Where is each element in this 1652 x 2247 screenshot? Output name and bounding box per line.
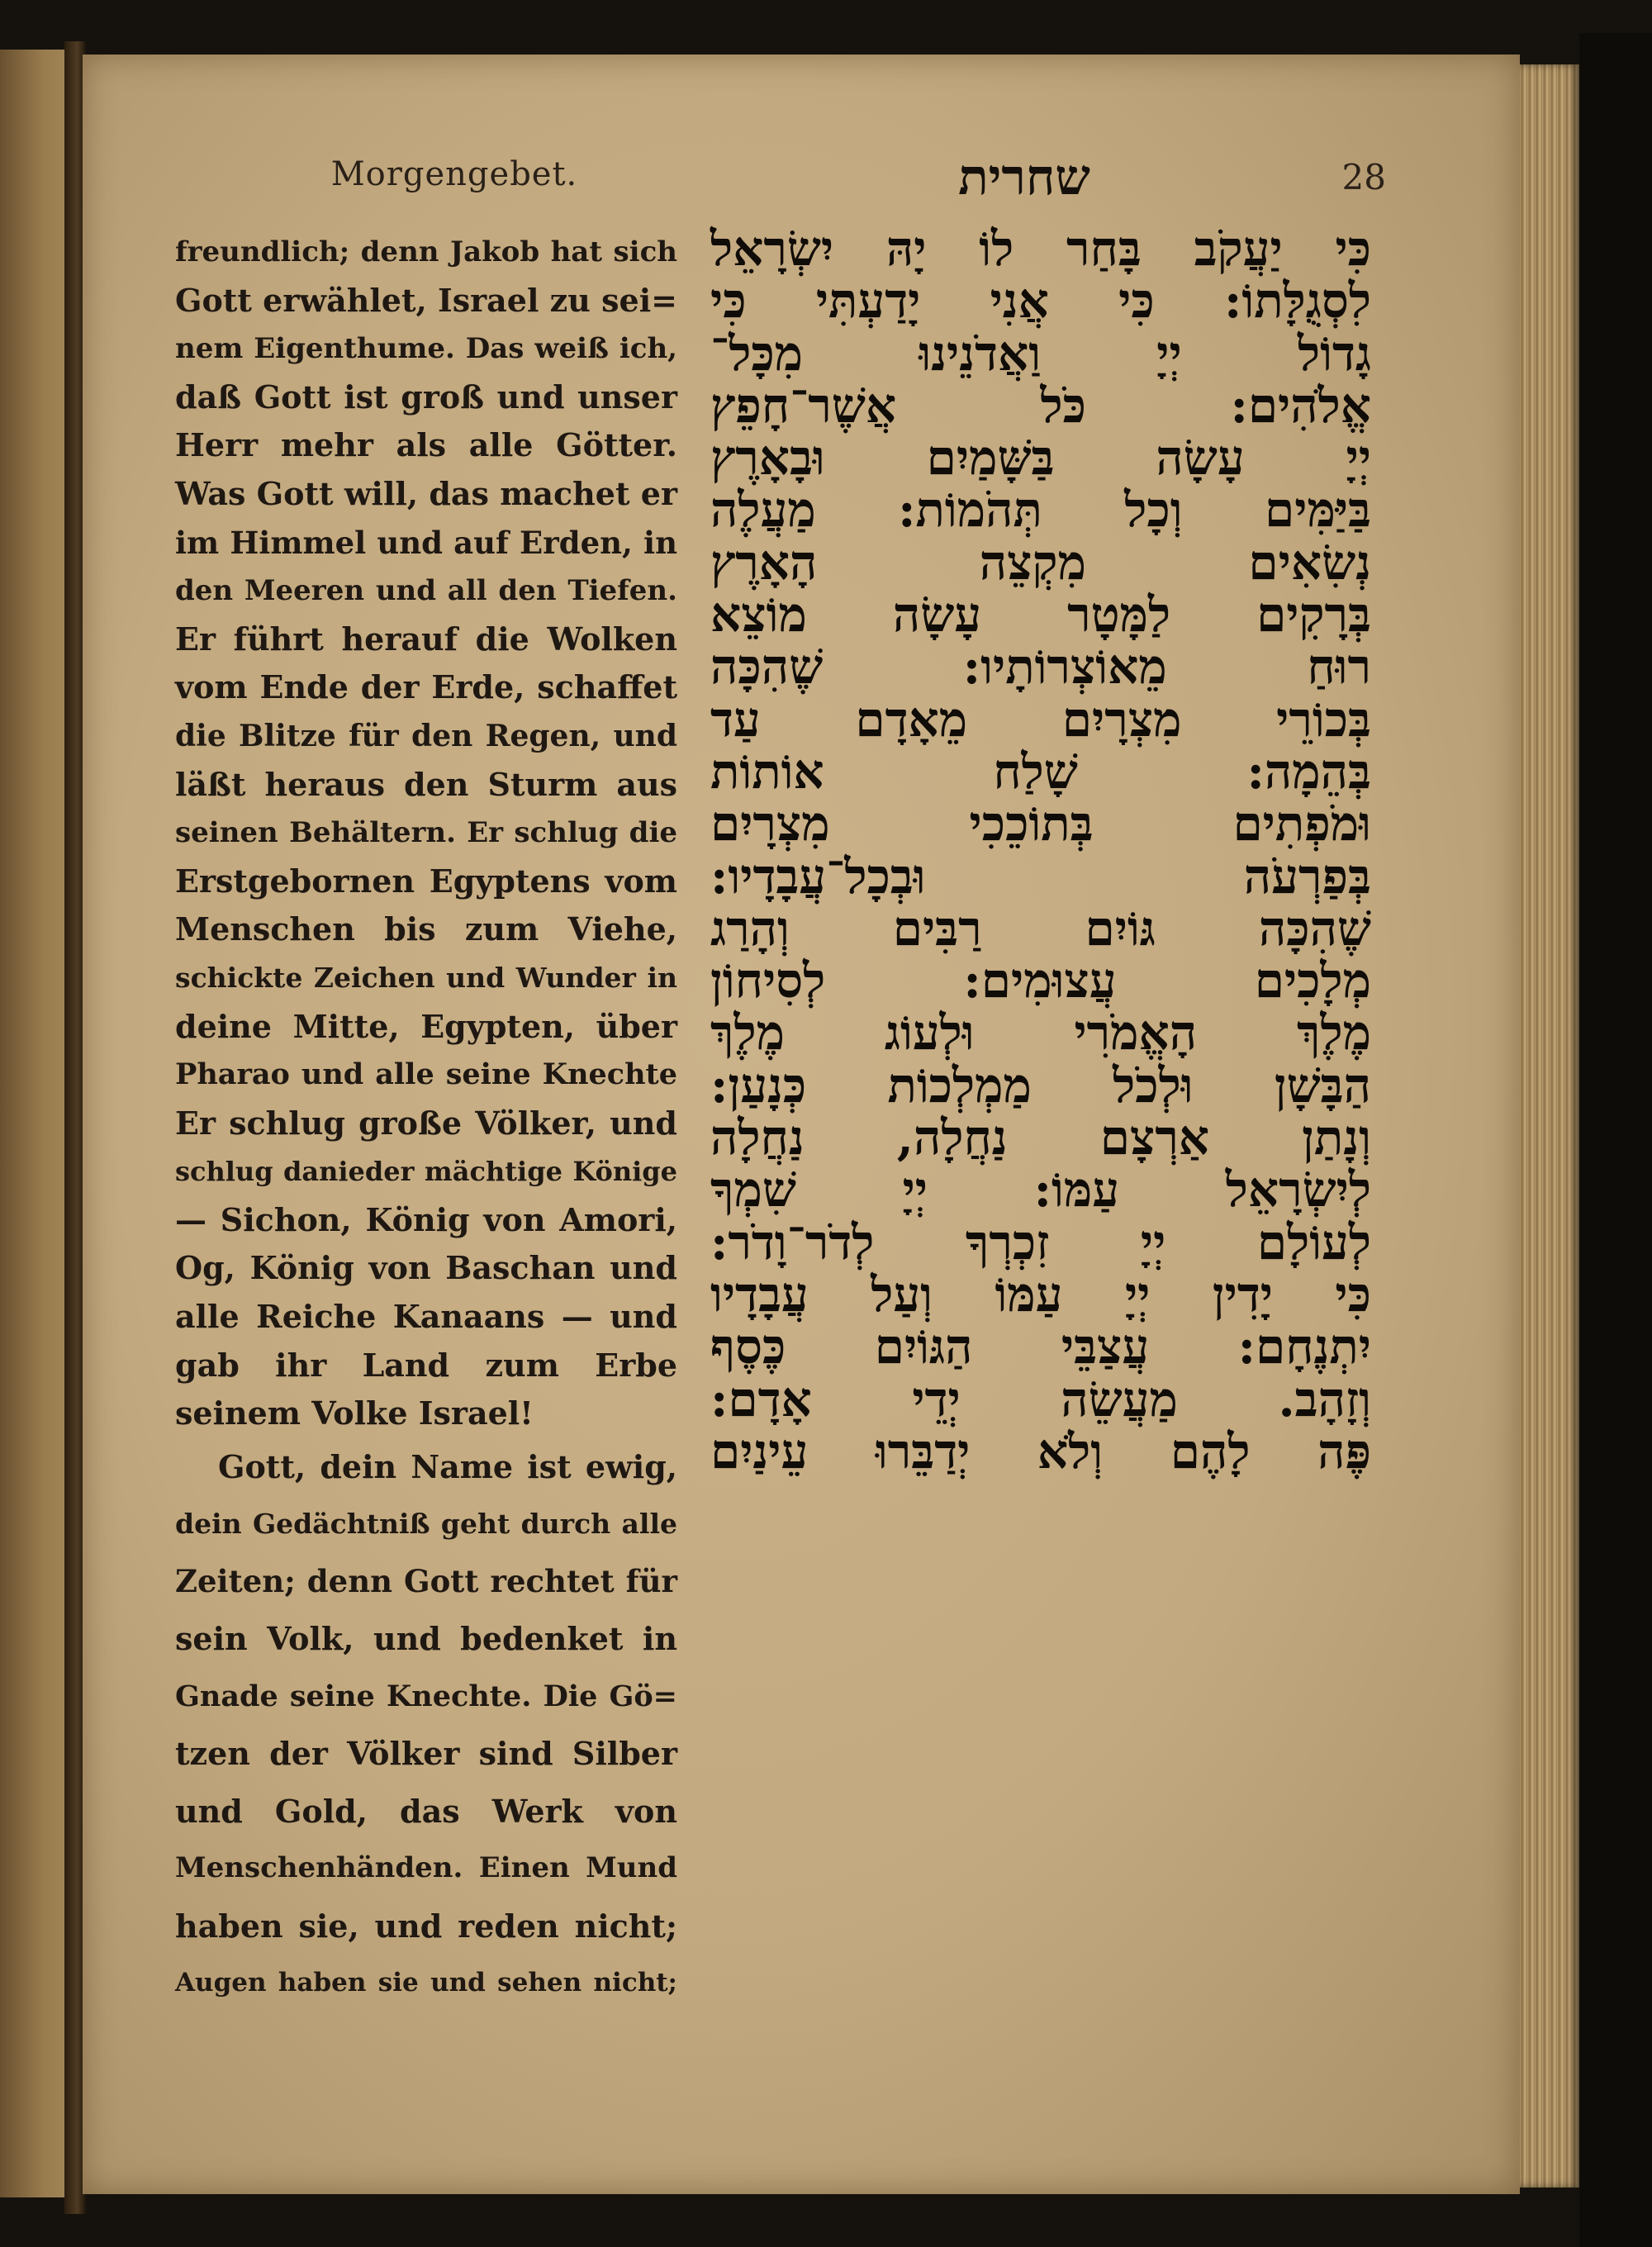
- german-line: Er schlug große Völker, und: [175, 1104, 677, 1142]
- german-line: sein Volk, und bedenket in: [175, 1620, 677, 1658]
- hebrew-line: שֶׁהִכָּה גּוֹיִם רַבִּים וְהָרַג: [710, 900, 1371, 957]
- hebrew-line: יְיָ עָשָׂה בַּשָּׁמַיִם וּבָאָרֶץ: [710, 430, 1371, 487]
- german-line: Menschenhänden. Einen Mund: [175, 1851, 677, 1885]
- hebrew-line: רוּחַ מֵאוֹצְרוֹתָיו: שֶׁהִכָּה: [710, 639, 1371, 696]
- german-line: läßt heraus den Sturm aus: [175, 765, 677, 803]
- german-line: haben sie, und reden nicht;: [175, 1907, 677, 1945]
- german-line: tzen der Völker sind Silber: [175, 1735, 677, 1773]
- hebrew-text-column: [710, 223, 1371, 1478]
- page-edges: [1520, 64, 1579, 2188]
- hebrew-line: בְּכוֹרֵי מִצְרָיִם מֵאָדָם עַד: [710, 691, 1371, 748]
- german-line: Menschen bis zum Viehe,: [175, 910, 677, 948]
- german-line: im Himmel und auf Erden, in: [175, 524, 677, 561]
- german-line: Og, König von Baschan und: [175, 1249, 677, 1287]
- german-line: Herr mehr als alle Götter.: [175, 426, 677, 464]
- hebrew-line: וּמֹפְתִים בְּתוֹכֵכִי מִצְרָיִם: [710, 796, 1371, 853]
- hebrew-line: פֶּה לָהֶם וְלֹא יְדַבֵּרוּ עֵינַיִם: [710, 1423, 1371, 1480]
- german-line: schlug danieder mächtige Könige: [175, 1156, 677, 1188]
- german-line: freundlich; denn Jakob hat sich: [175, 235, 677, 268]
- german-line: — Sichon, König von Amori,: [175, 1200, 677, 1238]
- left-page-edge: [0, 50, 74, 2197]
- hebrew-line: לִסְגֻלָּתוֹ: כִּי אֲנִי יָדַעְתִּי כִּי: [710, 273, 1371, 330]
- german-line: daß Gott ist groß und unser: [175, 378, 677, 416]
- german-line: Erstgebornen Egyptens vom: [175, 862, 677, 900]
- hebrew-line: כִּי יָדִין יְיָ עַמּוֹ וְעַל עֲבָדָיו: [710, 1266, 1371, 1323]
- hebrew-line: הַבָּשָׁן וּלְכֹל מַמְלְכוֹת כְּנָעַן:: [710, 1057, 1371, 1114]
- hebrew-line: יִתְנֶחָם: עֲצַבֵּי הַגּוֹיִם כֶּסֶף: [710, 1318, 1371, 1375]
- hebrew-line: בַּיַּמִּים וְכָל תְּהֹמוֹת: מַעֲלֶה: [710, 482, 1371, 539]
- german-line: die Blitze für den Regen, und: [175, 718, 677, 753]
- german-line: Er führt herauf die Wolken: [175, 620, 677, 658]
- hebrew-line: נְשִׂאִים מִקְצֵה הָאָרֶץ: [710, 534, 1371, 591]
- hebrew-line: וְנָתַן אַרְצָם נַחֲלָה, נַחֲלָה: [710, 1109, 1371, 1166]
- german-line: seinem Volke Israel!: [175, 1394, 534, 1432]
- german-line: und Gold, das Werk von: [175, 1792, 677, 1830]
- german-line: nem Eigenthume. Das weiß ich,: [175, 332, 677, 366]
- hebrew-line: בְּרָקִים לַמָּטָר עָשָׂה מוֹצֵא: [710, 587, 1371, 644]
- german-line: Gott erwählet, Israel zu sei=: [175, 281, 677, 319]
- hebrew-line: וְזָהָב. מַעֲשֵׂה יְדֵי אָדָם:: [710, 1371, 1371, 1428]
- book-cover-edge: [1579, 33, 1652, 2247]
- hebrew-line: בְּפַרְעֹה וּבְכָל־עֲבָדָיו:: [710, 848, 1371, 905]
- german-line: seinen Behältern. Er schlug die: [175, 816, 677, 850]
- german-line: schickte Zeichen und Wunder in: [175, 961, 677, 994]
- hebrew-line: מְלָכִים עֲצוּמִים: לְסִיחוֹן: [710, 952, 1371, 1009]
- german-line: Gott, dein Name ist ewig,: [218, 1447, 677, 1485]
- hebrew-line: בְּהֵמָה: שָׁלַח אוֹתוֹת: [710, 743, 1371, 800]
- german-line: den Meeren und all den Tiefen.: [175, 574, 677, 608]
- german-line: Pharao und alle seine Knechte: [175, 1057, 677, 1092]
- german-line: dein Gedächtniß geht durch alle: [175, 1508, 677, 1541]
- german-line: deine Mitte, Egypten, über: [175, 1007, 677, 1045]
- german-line: alle Reiche Kanaans — und: [175, 1298, 677, 1336]
- hebrew-line: אֱלֹהִים: כֹּל אֲשֶׁר־חָפֵץ: [710, 377, 1371, 434]
- hebrew-line: גָדוֹל יְיָ וַאֲדֹנֵינוּ מִכָּל־: [710, 325, 1371, 382]
- hebrew-line: לְיִשְׂרָאֵל עַמּוֹ: יְיָ שִׁמְךָ: [710, 1162, 1371, 1219]
- hebrew-line: מֶלֶךְ הָאֱמֹרִי וּלְעוֹג מֶלֶךְ: [710, 1005, 1371, 1062]
- german-line: gab ihr Land zum Erbe: [175, 1346, 677, 1384]
- hebrew-line: לְעוֹלָם יְיָ זִכְרְךָ לְדֹר־וָדֹר:: [710, 1214, 1371, 1271]
- german-line: Zeiten; denn Gott rechtet für: [175, 1562, 677, 1599]
- german-line: Was Gott will, das machet er: [175, 474, 677, 512]
- german-line: Augen haben sie und sehen nicht;: [175, 1968, 677, 1998]
- german-translation-column: [175, 228, 677, 2012]
- german-line: Gnade seine Knechte. Die Gö=: [175, 1679, 677, 1713]
- german-running-head: Morgengebet.: [330, 155, 578, 193]
- hebrew-line: כִּי יַעֲקֹב בָּחַר לוֹ יָהּ יִשְׂרָאֵל: [710, 221, 1371, 277]
- hebrew-running-head: שחרית: [958, 149, 1090, 207]
- german-line: vom Ende der Erde, schaffet: [175, 668, 677, 706]
- page-number: 28: [1341, 157, 1386, 197]
